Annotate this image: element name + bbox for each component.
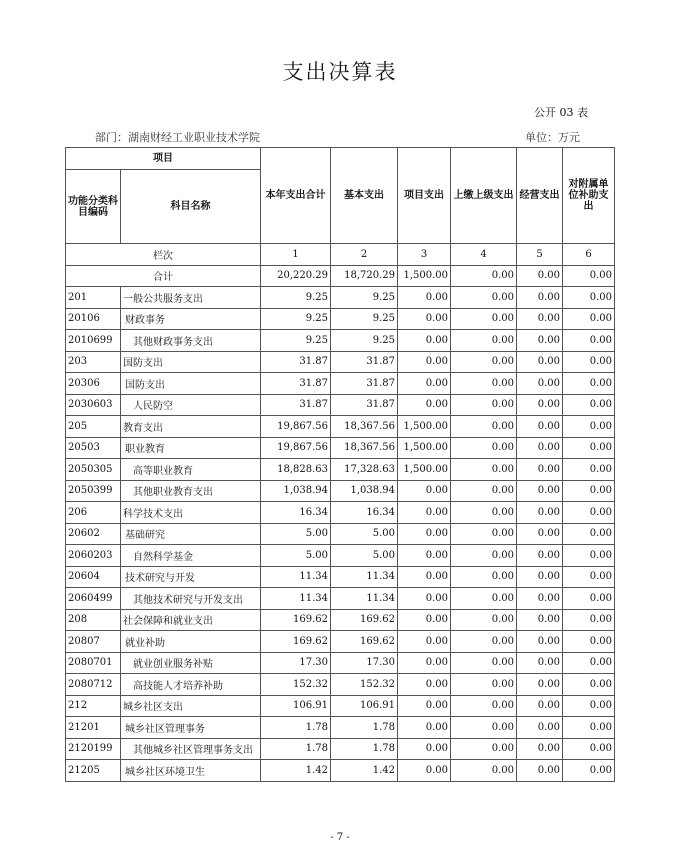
amount-cell: 152.32 bbox=[331, 674, 398, 696]
subject-name: 基础研究 bbox=[121, 523, 261, 545]
header-func-code: 功能分类科目编码 bbox=[66, 170, 121, 244]
subject-name: 教育支出 bbox=[121, 416, 261, 438]
amount-cell: 18,828.63 bbox=[261, 459, 331, 481]
amount-cell: 0.00 bbox=[398, 308, 451, 330]
amount-cell: 9.25 bbox=[261, 308, 331, 330]
amount-cell: 1,500.00 bbox=[398, 437, 451, 459]
subject-name: 技术研究与开发 bbox=[121, 566, 261, 588]
amount-cell: 1.78 bbox=[331, 717, 398, 739]
subject-code: 205 bbox=[66, 416, 121, 438]
header-subject-name: 科目名称 bbox=[121, 170, 261, 244]
amount-cell: 0.00 bbox=[451, 588, 517, 610]
amount-cell: 152.32 bbox=[261, 674, 331, 696]
amount-cell: 0.00 bbox=[563, 652, 615, 674]
amount-cell: 0.00 bbox=[398, 609, 451, 631]
amount-cell: 0.00 bbox=[451, 738, 517, 760]
subject-code: 2060203 bbox=[66, 545, 121, 567]
amount-cell: 0.00 bbox=[563, 308, 615, 330]
amount-cell: 9.25 bbox=[261, 287, 331, 309]
amount-cell: 0.00 bbox=[398, 631, 451, 653]
amount-cell: 0.00 bbox=[451, 459, 517, 481]
amount-cell: 0.00 bbox=[398, 652, 451, 674]
amount-cell: 19,867.56 bbox=[261, 416, 331, 438]
amount-cell: 0.00 bbox=[398, 738, 451, 760]
amount-cell: 16.34 bbox=[261, 502, 331, 524]
subject-code: 2080712 bbox=[66, 674, 121, 696]
subject-code: 212 bbox=[66, 695, 121, 717]
subject-name: 财政事务 bbox=[121, 308, 261, 330]
amount-cell: 18,367.56 bbox=[331, 437, 398, 459]
amount-cell: 31.87 bbox=[331, 394, 398, 416]
amount-cell: 1,038.94 bbox=[331, 480, 398, 502]
amount-cell: 0.00 bbox=[451, 545, 517, 567]
department-label: 部门：湖南财经工业职业技术学院 bbox=[95, 131, 260, 144]
amount-cell: 0.00 bbox=[563, 674, 615, 696]
subject-code: 21201 bbox=[66, 717, 121, 739]
amount-cell: 1.42 bbox=[331, 760, 398, 782]
amount-cell: 0.00 bbox=[398, 523, 451, 545]
subject-code: 208 bbox=[66, 609, 121, 631]
amount-cell: 0.00 bbox=[398, 695, 451, 717]
subject-name: 高技能人才培养补助 bbox=[121, 674, 261, 696]
amount-cell: 31.87 bbox=[331, 351, 398, 373]
subject-name: 其他城乡社区管理事务支出 bbox=[121, 738, 261, 760]
amount-cell: 0.00 bbox=[517, 416, 563, 438]
total-label: 合计 bbox=[66, 265, 261, 287]
total-value: 0.00 bbox=[451, 265, 517, 287]
amount-cell: 0.00 bbox=[451, 394, 517, 416]
subject-code: 2080701 bbox=[66, 652, 121, 674]
amount-cell: 0.00 bbox=[563, 416, 615, 438]
amount-cell: 0.00 bbox=[451, 717, 517, 739]
subject-name: 城乡社区环境卫生 bbox=[121, 760, 261, 782]
header-basic: 基本支出 bbox=[331, 148, 398, 244]
header-item: 项目 bbox=[66, 148, 261, 170]
amount-cell: 11.34 bbox=[331, 588, 398, 610]
amount-cell: 0.00 bbox=[563, 459, 615, 481]
table-row bbox=[66, 287, 615, 309]
amount-cell: 5.00 bbox=[261, 545, 331, 567]
header-subsidy: 对附属单位补助支出 bbox=[563, 148, 615, 244]
page-title: 支出决算表 bbox=[282, 60, 398, 84]
amount-cell: 0.00 bbox=[517, 695, 563, 717]
amount-cell: 0.00 bbox=[451, 760, 517, 782]
total-value: 1,500.00 bbox=[398, 265, 451, 287]
subject-name: 城乡社区支出 bbox=[121, 695, 261, 717]
amount-cell: 0.00 bbox=[563, 609, 615, 631]
amount-cell: 0.00 bbox=[517, 738, 563, 760]
subject-code: 20503 bbox=[66, 437, 121, 459]
amount-cell: 11.34 bbox=[331, 566, 398, 588]
subject-code: 2030603 bbox=[66, 394, 121, 416]
subject-name: 就业补助 bbox=[121, 631, 261, 653]
amount-cell: 0.00 bbox=[517, 330, 563, 352]
subject-name: 高等职业教育 bbox=[121, 459, 261, 481]
table-row bbox=[66, 674, 615, 696]
amount-cell: 0.00 bbox=[563, 330, 615, 352]
subject-name: 其他财政事务支出 bbox=[121, 330, 261, 352]
amount-cell: 19,867.56 bbox=[261, 437, 331, 459]
amount-cell: 31.87 bbox=[261, 351, 331, 373]
amount-cell: 0.00 bbox=[563, 588, 615, 610]
amount-cell: 0.00 bbox=[563, 717, 615, 739]
amount-cell: 106.91 bbox=[331, 695, 398, 717]
subject-code: 206 bbox=[66, 502, 121, 524]
table-row bbox=[66, 480, 615, 502]
amount-cell: 0.00 bbox=[451, 695, 517, 717]
amount-cell: 0.00 bbox=[563, 394, 615, 416]
amount-cell: 11.34 bbox=[261, 566, 331, 588]
amount-cell: 17.30 bbox=[261, 652, 331, 674]
table-row bbox=[66, 631, 615, 653]
column-number: 4 bbox=[451, 244, 517, 266]
amount-cell: 0.00 bbox=[517, 373, 563, 395]
table-row bbox=[66, 760, 615, 782]
subject-code: 20306 bbox=[66, 373, 121, 395]
subject-code: 2060499 bbox=[66, 588, 121, 610]
table-row bbox=[66, 588, 615, 610]
amount-cell: 0.00 bbox=[517, 394, 563, 416]
subject-name: 就业创业服务补贴 bbox=[121, 652, 261, 674]
amount-cell: 0.00 bbox=[517, 566, 563, 588]
amount-cell: 0.00 bbox=[398, 373, 451, 395]
amount-cell: 0.00 bbox=[517, 523, 563, 545]
column-number: 6 bbox=[563, 244, 615, 266]
header-project: 项目支出 bbox=[398, 148, 451, 244]
amount-cell: 1.78 bbox=[261, 717, 331, 739]
amount-cell: 0.00 bbox=[517, 287, 563, 309]
subject-name: 其他职业教育支出 bbox=[121, 480, 261, 502]
total-value: 0.00 bbox=[563, 265, 615, 287]
column-number: 5 bbox=[517, 244, 563, 266]
amount-cell: 1.78 bbox=[331, 738, 398, 760]
total-value: 18,720.29 bbox=[331, 265, 398, 287]
subject-code: 2050305 bbox=[66, 459, 121, 481]
unit-label: 单位：万元 bbox=[525, 131, 580, 144]
amount-cell: 31.87 bbox=[261, 394, 331, 416]
table-row bbox=[66, 566, 615, 588]
amount-cell: 0.00 bbox=[451, 416, 517, 438]
amount-cell: 0.00 bbox=[517, 351, 563, 373]
amount-cell: 0.00 bbox=[517, 480, 563, 502]
amount-cell: 0.00 bbox=[451, 652, 517, 674]
table-row bbox=[66, 652, 615, 674]
amount-cell: 9.25 bbox=[331, 287, 398, 309]
subject-code: 201 bbox=[66, 287, 121, 309]
amount-cell: 0.00 bbox=[517, 308, 563, 330]
amount-cell: 0.00 bbox=[563, 738, 615, 760]
amount-cell: 106.91 bbox=[261, 695, 331, 717]
amount-cell: 169.62 bbox=[331, 631, 398, 653]
amount-cell: 9.25 bbox=[331, 308, 398, 330]
amount-cell: 5.00 bbox=[261, 523, 331, 545]
amount-cell: 0.00 bbox=[398, 566, 451, 588]
amount-cell: 0.00 bbox=[563, 437, 615, 459]
amount-cell: 0.00 bbox=[398, 502, 451, 524]
total-row bbox=[66, 265, 615, 287]
amount-cell: 0.00 bbox=[517, 717, 563, 739]
amount-cell: 0.00 bbox=[563, 287, 615, 309]
amount-cell: 0.00 bbox=[517, 459, 563, 481]
table-row bbox=[66, 308, 615, 330]
amount-cell: 0.00 bbox=[451, 437, 517, 459]
subject-name: 人民防空 bbox=[121, 394, 261, 416]
amount-cell: 0.00 bbox=[451, 373, 517, 395]
amount-cell: 0.00 bbox=[451, 351, 517, 373]
subject-name: 社会保障和就业支出 bbox=[121, 609, 261, 631]
amount-cell: 1,038.94 bbox=[261, 480, 331, 502]
subject-code: 2010699 bbox=[66, 330, 121, 352]
subject-code: 20604 bbox=[66, 566, 121, 588]
amount-cell: 0.00 bbox=[451, 308, 517, 330]
subject-name: 自然科学基金 bbox=[121, 545, 261, 567]
amount-cell: 0.00 bbox=[563, 480, 615, 502]
amount-cell: 0.00 bbox=[451, 502, 517, 524]
amount-cell: 9.25 bbox=[261, 330, 331, 352]
amount-cell: 0.00 bbox=[563, 523, 615, 545]
amount-cell: 0.00 bbox=[563, 373, 615, 395]
amount-cell: 0.00 bbox=[563, 760, 615, 782]
table-code: 公开 03 表 bbox=[534, 106, 588, 119]
amount-cell: 0.00 bbox=[563, 631, 615, 653]
subject-name: 科学技术支出 bbox=[121, 502, 261, 524]
amount-cell: 0.00 bbox=[517, 437, 563, 459]
amount-cell: 1,500.00 bbox=[398, 416, 451, 438]
amount-cell: 0.00 bbox=[398, 351, 451, 373]
amount-cell: 0.00 bbox=[451, 330, 517, 352]
column-number: 2 bbox=[331, 244, 398, 266]
table-row bbox=[66, 330, 615, 352]
amount-cell: 0.00 bbox=[517, 760, 563, 782]
amount-cell: 0.00 bbox=[517, 652, 563, 674]
table-row bbox=[66, 394, 615, 416]
subject-code: 2050399 bbox=[66, 480, 121, 502]
amount-cell: 0.00 bbox=[398, 330, 451, 352]
amount-cell: 9.25 bbox=[331, 330, 398, 352]
table-row bbox=[66, 717, 615, 739]
amount-cell: 31.87 bbox=[261, 373, 331, 395]
amount-cell: 0.00 bbox=[517, 674, 563, 696]
subject-code: 203 bbox=[66, 351, 121, 373]
amount-cell: 0.00 bbox=[563, 566, 615, 588]
subject-code: 21205 bbox=[66, 760, 121, 782]
amount-cell: 1,500.00 bbox=[398, 459, 451, 481]
amount-cell: 5.00 bbox=[331, 523, 398, 545]
amount-cell: 169.62 bbox=[261, 631, 331, 653]
table-row bbox=[66, 416, 615, 438]
amount-cell: 0.00 bbox=[563, 351, 615, 373]
amount-cell: 5.00 bbox=[331, 545, 398, 567]
amount-cell: 0.00 bbox=[451, 523, 517, 545]
table-row bbox=[66, 609, 615, 631]
amount-cell: 0.00 bbox=[451, 566, 517, 588]
page-number: - 7 - bbox=[330, 832, 350, 843]
table-row bbox=[66, 437, 615, 459]
amount-cell: 31.87 bbox=[331, 373, 398, 395]
header-business: 经营支出 bbox=[517, 148, 563, 244]
amount-cell: 18,367.56 bbox=[331, 416, 398, 438]
column-number: 3 bbox=[398, 244, 451, 266]
amount-cell: 16.34 bbox=[331, 502, 398, 524]
subject-code: 2120199 bbox=[66, 738, 121, 760]
subject-name: 国防支出 bbox=[121, 373, 261, 395]
amount-cell: 0.00 bbox=[563, 545, 615, 567]
amount-cell: 0.00 bbox=[563, 502, 615, 524]
subject-code: 20807 bbox=[66, 631, 121, 653]
table-row bbox=[66, 459, 615, 481]
amount-cell: 169.62 bbox=[331, 609, 398, 631]
table-row bbox=[66, 695, 615, 717]
table-row bbox=[66, 545, 615, 567]
header-total: 本年支出合计 bbox=[261, 148, 331, 244]
amount-cell: 0.00 bbox=[398, 588, 451, 610]
total-value: 20,220.29 bbox=[261, 265, 331, 287]
subject-code: 20602 bbox=[66, 523, 121, 545]
amount-cell: 0.00 bbox=[451, 609, 517, 631]
subject-name: 职业教育 bbox=[121, 437, 261, 459]
subject-name: 其他技术研究与开发支出 bbox=[121, 588, 261, 610]
amount-cell: 0.00 bbox=[563, 695, 615, 717]
amount-cell: 0.00 bbox=[517, 631, 563, 653]
subject-code: 20106 bbox=[66, 308, 121, 330]
column-number: 1 bbox=[261, 244, 331, 266]
amount-cell: 0.00 bbox=[451, 480, 517, 502]
amount-cell: 169.62 bbox=[261, 609, 331, 631]
column-number-row bbox=[66, 244, 615, 266]
amount-cell: 0.00 bbox=[398, 674, 451, 696]
expenditure-table bbox=[65, 147, 615, 782]
amount-cell: 17,328.63 bbox=[331, 459, 398, 481]
amount-cell: 0.00 bbox=[451, 631, 517, 653]
amount-cell: 17.30 bbox=[331, 652, 398, 674]
column-number-label: 栏次 bbox=[66, 244, 261, 266]
amount-cell: 0.00 bbox=[398, 287, 451, 309]
amount-cell: 0.00 bbox=[398, 717, 451, 739]
amount-cell: 1.78 bbox=[261, 738, 331, 760]
table-row bbox=[66, 502, 615, 524]
amount-cell: 0.00 bbox=[517, 588, 563, 610]
subject-name: 一般公共服务支出 bbox=[121, 287, 261, 309]
amount-cell: 11.34 bbox=[261, 588, 331, 610]
total-value: 0.00 bbox=[517, 265, 563, 287]
amount-cell: 0.00 bbox=[517, 545, 563, 567]
amount-cell: 0.00 bbox=[398, 760, 451, 782]
amount-cell: 1.42 bbox=[261, 760, 331, 782]
amount-cell: 0.00 bbox=[398, 545, 451, 567]
table-row bbox=[66, 373, 615, 395]
amount-cell: 0.00 bbox=[451, 287, 517, 309]
table-row bbox=[66, 351, 615, 373]
amount-cell: 0.00 bbox=[517, 609, 563, 631]
subject-name: 城乡社区管理事务 bbox=[121, 717, 261, 739]
amount-cell: 0.00 bbox=[398, 480, 451, 502]
table-row bbox=[66, 523, 615, 545]
amount-cell: 0.00 bbox=[451, 674, 517, 696]
subject-name: 国防支出 bbox=[121, 351, 261, 373]
amount-cell: 0.00 bbox=[517, 502, 563, 524]
header-upper: 上缴上级支出 bbox=[451, 148, 517, 244]
amount-cell: 0.00 bbox=[398, 394, 451, 416]
table-row bbox=[66, 738, 615, 760]
